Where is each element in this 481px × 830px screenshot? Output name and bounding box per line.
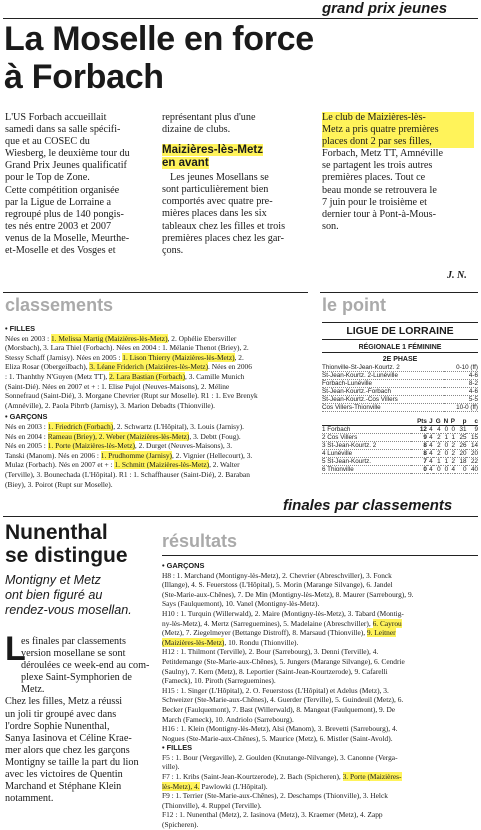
section-rule-left xyxy=(3,292,308,293)
result-line xyxy=(162,753,478,763)
highlighted-result: 2. Lara Bastian (Forbach) xyxy=(109,371,186,381)
result-text: F7 : 1. Kribs (Saint-Jean-Kourtzerode), 2. Bach (Spicheren), xyxy=(162,772,343,782)
standings-team: 5 St-Jean-Kourtz. xyxy=(322,458,371,465)
result-text: , 2. xyxy=(234,352,244,362)
result-text: Says (Faulquemont), 10. Vanel (Montigny-lès-Metz). xyxy=(162,599,320,609)
article-line: Chez les filles, Metz a réussi xyxy=(5,696,123,708)
matches-table xyxy=(322,364,478,412)
match-row xyxy=(322,380,478,388)
article-line: l'ordre Sophie Nunenthal, xyxy=(5,720,110,732)
result-text: lès-Metz), 4. xyxy=(162,781,200,791)
result-line xyxy=(162,791,478,801)
standings-team: 1 Forbach xyxy=(322,426,351,433)
le-point-heading: le point xyxy=(322,295,386,315)
match-row xyxy=(322,388,478,396)
filles-line xyxy=(5,353,310,363)
result-line xyxy=(162,762,478,772)
result-line xyxy=(162,801,478,811)
standings-value: 2 xyxy=(437,450,441,457)
result-text: March (Fameck), 10. Andriolo (Sarrebourg). xyxy=(162,714,294,724)
result-text: Schweizer (Ste-Marie-aux-Chênes), 4. Guerder (Terville), 5. Guindeuil (Metz), 6. xyxy=(162,695,404,705)
highlighted-result: 1. Friedrich (Forbach) xyxy=(47,421,114,431)
result-text: ny-lès-Metz), 4. Mertz (Sarreguemines), 5. Madelaine (Abreschviller), xyxy=(162,618,373,628)
finales-rule xyxy=(3,516,478,517)
article-line: se partagent les trois autres xyxy=(322,160,433,172)
result-line xyxy=(162,638,478,648)
filles-results xyxy=(5,334,310,411)
article-line-highlighted: Metz a pris quatre premières xyxy=(322,124,474,136)
standings-value: 4 xyxy=(429,450,433,457)
result-text: (Amnéville), 2. Paola Pibrrb (Jarnisy), 3. Marion Debadts (Thionville). xyxy=(5,400,215,410)
deck-line: rendez-vous mosellan. xyxy=(5,603,132,617)
match-row xyxy=(322,364,478,372)
result-text: , 2. Ophélie Ebersviller xyxy=(167,333,237,343)
result-line xyxy=(162,657,478,667)
result-line xyxy=(162,571,478,581)
result-text: , 2. Vignier (Hellecourt), 3. xyxy=(171,450,253,460)
result-text: , 2. Durget (Neuves-Maisons), 3. xyxy=(134,441,233,451)
standings-row xyxy=(322,466,478,474)
match-teams: Cos Villers-Thionville xyxy=(322,404,381,411)
article-line-highlighted: places dont 2 par ses filles, xyxy=(322,136,474,148)
standings-value: 2 xyxy=(437,434,441,441)
result-text: Eliza Rosar (Obergeilbach), xyxy=(5,362,90,372)
article-subhead-line-2: en avant xyxy=(162,157,209,170)
result-line xyxy=(162,782,478,792)
result-line xyxy=(162,705,478,715)
garcons-line xyxy=(5,451,310,461)
article-line: que et au COSEC du xyxy=(5,136,90,148)
result-line xyxy=(162,772,478,782)
article-line: Metz. xyxy=(21,684,45,696)
highlighted-result: 9. Leitner xyxy=(366,628,396,638)
article-line: çons. xyxy=(162,244,184,256)
article-subhead xyxy=(162,144,312,170)
resultats-filles xyxy=(162,753,478,830)
result-line xyxy=(162,619,478,629)
article-line: Les jeunes Mosellans se xyxy=(170,172,269,184)
headline xyxy=(4,20,314,96)
result-text: (Spicheren). xyxy=(162,820,199,830)
sub-headline-line-1: Nunenthal xyxy=(5,521,108,544)
standings-team: 6 Thionville xyxy=(322,466,354,473)
resultats-list xyxy=(162,561,478,830)
highlighted-result: 3. Porte (Maizières- xyxy=(342,772,402,782)
drop-cap: L xyxy=(5,630,26,668)
result-line xyxy=(162,686,478,696)
article-line: Montigny se taille la part du lion xyxy=(5,756,139,768)
result-line xyxy=(162,820,478,830)
standings-header-cell: Pts xyxy=(417,418,427,425)
article-line: es finales par classements xyxy=(21,636,126,647)
article-line: Grand Prix Jeunes qualificatif xyxy=(5,160,127,172)
le-point-box xyxy=(322,322,478,474)
standings-value: 15 xyxy=(470,434,478,441)
result-text: H12 : 1. Thilmont (Terville), 2. Bour (Sarrebourg), 3. Denni (Terville), 4. xyxy=(162,647,379,657)
article-line: version mosellane se sont xyxy=(21,648,126,660)
article-subhead-body xyxy=(162,172,312,257)
standings-value: 20 xyxy=(470,450,478,457)
result-text: , 3. Camille Munich xyxy=(185,371,245,381)
result-text: , 2. Walter xyxy=(209,460,240,470)
standings-value: 0 xyxy=(444,442,449,449)
match-teams: St-Jean-Kourtz.-Cos Villers xyxy=(322,396,398,403)
result-line xyxy=(162,647,478,657)
result-text: , 3. Debtt (Foug). xyxy=(189,431,241,441)
result-text: (Metz), 7. Ziegelmeyer (Bettange Distroff), 8. Marsaud (Thionville), xyxy=(162,628,367,638)
result-text: (Fameck), 10. Piroth (Sarreguemines). xyxy=(162,676,276,686)
standings-value: 4 xyxy=(437,426,441,433)
article-line: Sanya Iasinova et Céline Krae- xyxy=(5,732,132,744)
result-text: (Biey), 3. Poirot (Rupt sur Moselle). xyxy=(5,479,113,489)
match-score: 5-5 xyxy=(468,396,478,403)
result-line xyxy=(162,667,478,677)
standings-value: 4 xyxy=(429,466,433,473)
result-text: (Maizières-lès-Metz) xyxy=(162,637,225,647)
highlighted-result: Rameau (Briey), 2. Weber (Maizières-lès-Metz) xyxy=(47,431,190,441)
article-line: avec les victoires de Quentin xyxy=(5,769,123,781)
standings-value: 0 xyxy=(423,466,427,473)
filles-line xyxy=(5,372,310,382)
standings-value: 14 xyxy=(470,442,478,449)
sub-article-intro xyxy=(5,630,153,696)
standings-value: 0 xyxy=(437,466,441,473)
headline-line-2: à Forbach xyxy=(4,58,164,96)
garcons-line xyxy=(5,432,310,442)
result-text: Nés en 2004 : xyxy=(5,431,48,441)
result-line xyxy=(162,599,478,609)
standings-header-cell: J xyxy=(429,418,433,425)
standings-value: 2 xyxy=(437,442,441,449)
article-line: Cette compétition organisée xyxy=(5,184,120,196)
result-text: Tanski (Manom). Nés en 2006 : xyxy=(5,450,101,460)
result-text: H16 : 1. Klein (Montigny-lès-Metz), Alsi (Manom), 3. Brevetti (Sarrebourg), 4. xyxy=(162,724,398,734)
article-line: Forbach, Metz TT, Amnéville xyxy=(322,148,443,160)
article-line: notamment. xyxy=(5,793,54,805)
article-column-3 xyxy=(322,112,474,233)
article-line: samedi dans sa salle spécifi- xyxy=(5,124,121,136)
article-line: un joli tir groupé avec dans xyxy=(5,708,117,720)
article-line: plexe Saint-Symphorien de xyxy=(21,672,132,684)
match-teams: Thionville-St-Jean-Kourtz. 2 xyxy=(322,364,400,371)
result-line xyxy=(162,695,478,705)
highlighted-result: 6. Cayrou xyxy=(372,618,402,628)
result-text: Petitdemange (Ste-Marie-aux-Chênes), 5. Jungers (Marange Silvange), 6. Cendrie xyxy=(162,656,405,666)
division-title: RÉGIONALE 1 FÉMININE xyxy=(322,344,478,353)
headline-line-1: La Moselle en force xyxy=(4,20,314,58)
result-line xyxy=(162,590,478,600)
garcons-line xyxy=(5,480,310,490)
standings-value: 2 xyxy=(451,442,455,449)
match-teams: Forbach-Lunéville xyxy=(322,380,373,387)
article-line: représentant plus d'une xyxy=(162,112,256,123)
match-row xyxy=(322,372,478,380)
highlighted-result: 1. Schmitt (Maizières-lès-Metz) xyxy=(114,460,210,470)
finales-kicker: finales par classements xyxy=(283,497,453,514)
result-text: H15 : 1. Singer (L'Hôpital), 2. O. Feuerstoss (L'Hôpital) et Adelus (Metz), 3. xyxy=(162,685,389,695)
result-text: Nées en 2003 : xyxy=(5,333,51,343)
result-text: Sonnefraud (Saint-Dié), 3. Morgane Chevrier (Rupt sur Moselle). R1 : 1. Eve Brenyk xyxy=(5,391,258,401)
result-text: Nogues (Ste-Marie-aux-Chênes), 5. Maurice (Metz), 6. Mistler (Saint-Avold). xyxy=(162,733,393,743)
result-text: Pawlowki (L'Hôpital). xyxy=(199,781,268,791)
article-line: venus de la Moselle, Meurthe- xyxy=(5,232,130,244)
standings-row xyxy=(322,458,478,466)
standings-value: 9 xyxy=(423,434,427,441)
standings-value: 7 xyxy=(423,458,427,465)
deck-line: Montigny et Metz xyxy=(5,573,101,587)
filles-heading: • FILLES xyxy=(5,324,36,333)
standings-header-team xyxy=(322,418,411,426)
standings-header-cell: c xyxy=(474,418,478,425)
article-subhead-line-1: Maizières-lès-Metz xyxy=(162,144,263,157)
standings-row xyxy=(322,434,478,442)
sub-headline-line-2: se distingue xyxy=(5,544,128,567)
result-line xyxy=(162,580,478,590)
result-text: F5 : 1. Bour (Vergaville), 2. Goulden (Knutange-Nilvange), 3. Canonne (Verga- xyxy=(162,752,398,762)
standings-value: 25 xyxy=(459,434,467,441)
article-line: Marchand et Stéphane Klein xyxy=(5,781,122,793)
result-line xyxy=(162,715,478,725)
article-line: premières places chez les gar- xyxy=(162,232,284,244)
standings-value: 0 xyxy=(444,426,449,433)
article-line: tableaux chez les filles et trois xyxy=(162,220,286,232)
sub-article xyxy=(5,630,153,805)
standings-value: 12 xyxy=(419,426,427,433)
resultats-garcons xyxy=(162,571,478,744)
standings-value: 4 xyxy=(429,458,433,465)
result-text: (Morsbach), 3. Lara Thiel (Forbach). Nées en 2004 : 1. Mélanie Thenot (Briey), 2. xyxy=(5,343,249,353)
article-line: Wiesberg, le deuxième tour du xyxy=(5,148,130,160)
resultats-rule xyxy=(162,555,478,556)
match-teams: St-Jean-Kourtz. 2-Lunéville xyxy=(322,372,398,379)
standings-value: 9 xyxy=(474,426,478,433)
deck-line: ont bien figuré au xyxy=(5,588,103,602)
article-line: L'US Forbach accueillait xyxy=(5,112,107,123)
classements-list xyxy=(5,324,310,489)
result-text: Mulaz (Forbach). Nés en 2007 et + : xyxy=(5,460,115,470)
article-line: comportés avec quatre pre- xyxy=(162,196,273,208)
result-text: Becker (Faulquemont), 7. Bast (Willerwald), 8. Mangeat (Faulquemont), 9. De xyxy=(162,704,396,714)
phase-title: 2E PHASE xyxy=(382,356,418,363)
resultats-garcons-heading: • GARÇONS xyxy=(162,561,205,570)
standings-team: 2 Cos Villers xyxy=(322,434,358,441)
article-line: mières places dans les six xyxy=(162,208,267,220)
standings-value: 2 xyxy=(451,450,455,457)
article-line: pour le Top de Zone. xyxy=(5,172,90,184)
article-line: tes nés entre 2003 et 2007 xyxy=(5,220,112,232)
standings-row xyxy=(322,426,478,434)
garcons-heading: • GARÇONS xyxy=(5,412,48,422)
classements-heading: classements xyxy=(5,295,114,315)
match-row xyxy=(322,396,478,404)
standings-value: 20 xyxy=(459,450,467,457)
article-column-2 xyxy=(162,112,312,257)
filles-line xyxy=(5,362,310,372)
result-text: Nés en 2003 : xyxy=(5,421,48,431)
article-line: regroupé plus de 140 pongis- xyxy=(5,208,124,220)
garcons-line xyxy=(5,460,310,470)
result-text: (Ste-Marie-aux-Chênes), 7. De Min (Montigny-lès-Metz), 8. Maurer (Sarrebourg), 9. xyxy=(162,589,414,599)
highlighted-result: 1. Lison Thierry (Maizières-lès-Metz) xyxy=(122,352,235,362)
result-line xyxy=(162,810,478,820)
result-line xyxy=(162,628,478,638)
standings-value: 0 xyxy=(444,466,449,473)
standings-value: 1 xyxy=(444,434,449,441)
result-line xyxy=(162,676,478,686)
article-line: mer alors que chez les garçons xyxy=(5,744,130,756)
highlighted-result: 1. Prudhomme (Jarnisy) xyxy=(100,450,172,460)
article-line: son. xyxy=(322,220,339,232)
article-line: 7 juin pour le troisième et xyxy=(322,196,427,208)
filles-line xyxy=(5,401,310,411)
standings-value: 1 xyxy=(444,458,449,465)
article-signature: J. N. xyxy=(447,270,467,281)
match-score: 0-10 (ff) xyxy=(456,364,478,371)
article-line: par la Ligue de Lorraine a xyxy=(5,196,112,208)
highlighted-result: 3. Léane Friderich (Maizières-lès-Metz) xyxy=(89,362,209,372)
match-teams: St-Jean-Kourtz.-Forbach xyxy=(322,388,391,395)
article-line: dernier tour à Pont-à-Mous- xyxy=(322,208,437,220)
result-text: H10 : 1. Turquin (Willerwald), 2. Maire (Montigny-lès-Metz), 3. Tabard (Montig- xyxy=(162,608,404,618)
standings-value: 40 xyxy=(470,466,478,473)
garcons-results xyxy=(5,422,310,489)
result-text: F12 : 1. Nunenthal (Metz), 2. Iasinova (Metz), 3. Kraemer (Metz), 4. Zapp xyxy=(162,810,383,820)
standings-row xyxy=(322,450,478,458)
result-text: Nés en 2005 : xyxy=(5,441,48,451)
filles-line xyxy=(5,382,310,392)
standings-value: 4 xyxy=(429,434,433,441)
article-line-highlighted: Le club de Maizières-lès- xyxy=(322,112,474,124)
standings-header-cell: N xyxy=(443,418,449,425)
league-banner: LIGUE DE LORRAINE xyxy=(322,322,478,340)
standings-value: 4 xyxy=(429,426,433,433)
article-line: sont particulièrement bien xyxy=(162,184,269,196)
result-text: . Nées en 2006 xyxy=(208,362,252,372)
standings-value: 0 xyxy=(444,450,449,457)
match-score: 10-0 (ff) xyxy=(456,404,478,411)
result-text: (Illange), 4. S. Feuerstoss (L'Hôpital), 5. Morin (Marange Silvange), 6. Jandel xyxy=(162,580,393,590)
result-line xyxy=(162,609,478,619)
filles-line xyxy=(5,334,310,344)
resultats-heading: résultats xyxy=(162,531,238,551)
filles-line xyxy=(5,343,310,353)
result-text: , 2. Schwartz (L'Hôpital), 3. Louis (Jarnisy). xyxy=(113,421,245,431)
standings-header-cell: p xyxy=(462,418,467,425)
sub-headline xyxy=(5,521,128,567)
standings-value: 4 xyxy=(429,442,433,449)
standings-value: 26 xyxy=(459,442,467,449)
match-score: 8-2 xyxy=(468,380,478,387)
article-line: dizaine de clubs. xyxy=(162,124,231,136)
sub-article-body xyxy=(5,696,153,805)
result-text: (Terville), 3. Bounechada (L'Hôpital). R1 : 1. Schaffhauser (Saint-Dié), 2. Baraban xyxy=(5,469,250,479)
standings-value: 8 xyxy=(423,450,427,457)
match-score: 4-6 xyxy=(468,372,478,379)
standings-value: 18 xyxy=(459,458,467,465)
standings-value: 8 xyxy=(423,442,427,449)
standings-value: 4 xyxy=(451,466,455,473)
standings-value: 0 xyxy=(451,426,455,433)
standings-team: 4 Lunéville xyxy=(322,450,353,457)
result-text: (Saint-Dié). Nées en 2007 et + : 1. Elise Pujol (Neuves-Maisons), 2. Méline xyxy=(5,381,230,391)
standings-header-cell: G xyxy=(435,418,441,425)
result-text: H8 : 1. Marchand (Montigny-lès-Metz), 2. Chevrier (Abreschviller), 3. Fonck xyxy=(162,570,392,580)
article-line: beau monde se retrouvera le xyxy=(322,184,437,196)
resultats-filles-heading: • FILLES xyxy=(162,743,193,753)
section-rule-right xyxy=(320,292,478,293)
article-column-1 xyxy=(5,112,155,257)
standings-header-cell: P xyxy=(450,418,455,425)
result-line xyxy=(162,724,478,734)
sub-deck xyxy=(5,573,132,618)
standings-team: 3 St-Jean-Kourtz. 2 xyxy=(322,442,377,449)
garcons-line xyxy=(5,441,310,451)
standings-table xyxy=(322,418,478,474)
result-text: Stessy Schaff (Jarnisy). Nées en 2005 : xyxy=(5,352,123,362)
standings-row xyxy=(322,442,478,450)
standings-value: 1 xyxy=(451,434,455,441)
result-text: , 10. Rondu (Thionville). xyxy=(224,637,299,647)
match-row xyxy=(322,404,478,412)
highlighted-result: 1. Melissa Martig (Maizières-lès-Metz) xyxy=(50,333,168,343)
highlighted-result: 1. Porte (Maizières-lès-Metz) xyxy=(47,441,135,451)
standings-value: 31 xyxy=(459,426,467,433)
match-score: 4-6 xyxy=(468,388,478,395)
article-line: et-Moselle et des Vosges et xyxy=(5,245,116,257)
article-line: déroulées ce week-end au com- xyxy=(21,660,150,672)
standings-value: 1 xyxy=(437,458,441,465)
garcons-line xyxy=(5,422,310,432)
standings-value: 2 xyxy=(451,458,455,465)
standings-value: 22 xyxy=(470,458,478,465)
result-text: : 1. Thanhthy N'Guyen (Metz TT), xyxy=(5,371,110,381)
standings-header xyxy=(322,418,478,426)
result-line xyxy=(162,734,478,744)
garcons-line xyxy=(5,470,310,480)
standings-value: 0 xyxy=(462,466,467,473)
result-text: (Thionville), 4. Ruppel (Terville). xyxy=(162,800,262,810)
section-kicker: grand prix jeunes xyxy=(322,0,448,17)
result-text: ville). xyxy=(162,762,180,772)
top-rule xyxy=(3,18,478,19)
result-text: F9 : 1. Terrier (Ste-Marie-aux-Chênes), 2. Deschamps (Thionville), 3. Helck xyxy=(162,791,388,801)
filles-line xyxy=(5,391,310,401)
article-line: premières places. Tout ce xyxy=(322,172,426,184)
result-text: (Saulny), 7. Kern (Metz), 8. Leportier (Saint-Jean-Kourtzerode), 9. Cafarelli xyxy=(162,666,388,676)
